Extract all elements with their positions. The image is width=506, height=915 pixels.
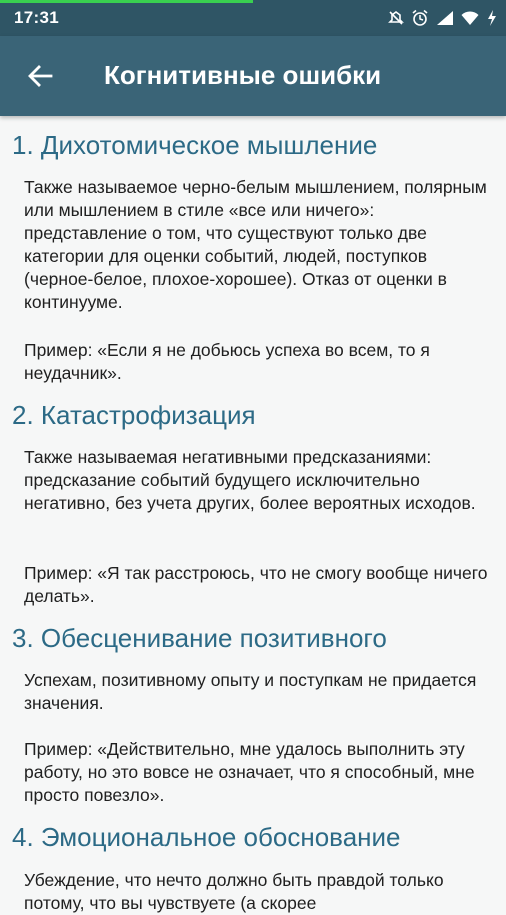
section-title: 1. Дихотомическое мышление bbox=[12, 130, 378, 160]
status-time: 17:31 bbox=[14, 8, 59, 27]
wifi-icon bbox=[461, 10, 479, 26]
section-title: 2. Катастрофизация bbox=[12, 400, 256, 430]
section-title: 3. Обесценивание позитивного bbox=[12, 623, 387, 653]
alarm-clock-icon bbox=[411, 9, 429, 27]
app-bar bbox=[0, 36, 506, 116]
status-icons bbox=[388, 6, 498, 30]
battery-charging-icon bbox=[486, 9, 498, 27]
back-button[interactable] bbox=[18, 54, 62, 98]
arrow-back-icon bbox=[27, 63, 53, 89]
alarm-off-icon bbox=[388, 10, 404, 26]
download-progress-bar bbox=[0, 0, 253, 3]
section-example: Пример: «Если я не добьюсь успеха во всем, то я неудачник». bbox=[24, 340, 430, 383]
section-title: 4. Эмоциональное обоснование bbox=[12, 822, 401, 852]
section-description: Также называемое черно-белым мышлением, полярным или мышлением в стиле «все или ничего»: представление о том, что существуют только две категории для оценки событий, людей, поступков (черное-белое, плохое-хорошее). Отказ от оценки в континууме. bbox=[24, 177, 487, 312]
status-bar bbox=[0, 0, 506, 36]
section-description: Также называемая негативными предсказаниями: предсказание событий будущего исключительно негативно, без учета других, более вероятных исходов. bbox=[24, 447, 476, 513]
section-description: Успехам, позитивному опыту и поступкам не придается значения. bbox=[24, 670, 477, 713]
section-description: Убеждение, что нечто должно быть правдой только потому, что вы чувствуете (а скорее bbox=[24, 870, 444, 913]
content-scroll-area[interactable] bbox=[0, 116, 506, 913]
page-title: Когнитивные ошибки bbox=[104, 60, 382, 90]
signal-icon bbox=[436, 10, 454, 26]
section-example: Пример: «Я так расстроюсь, что не смогу вообще ничего делать». bbox=[24, 563, 488, 606]
section-example: Пример: «Действительно, мне удалось выполнить эту работу, но это вовсе не означает, что я способный, мне просто повезло». bbox=[24, 739, 475, 805]
